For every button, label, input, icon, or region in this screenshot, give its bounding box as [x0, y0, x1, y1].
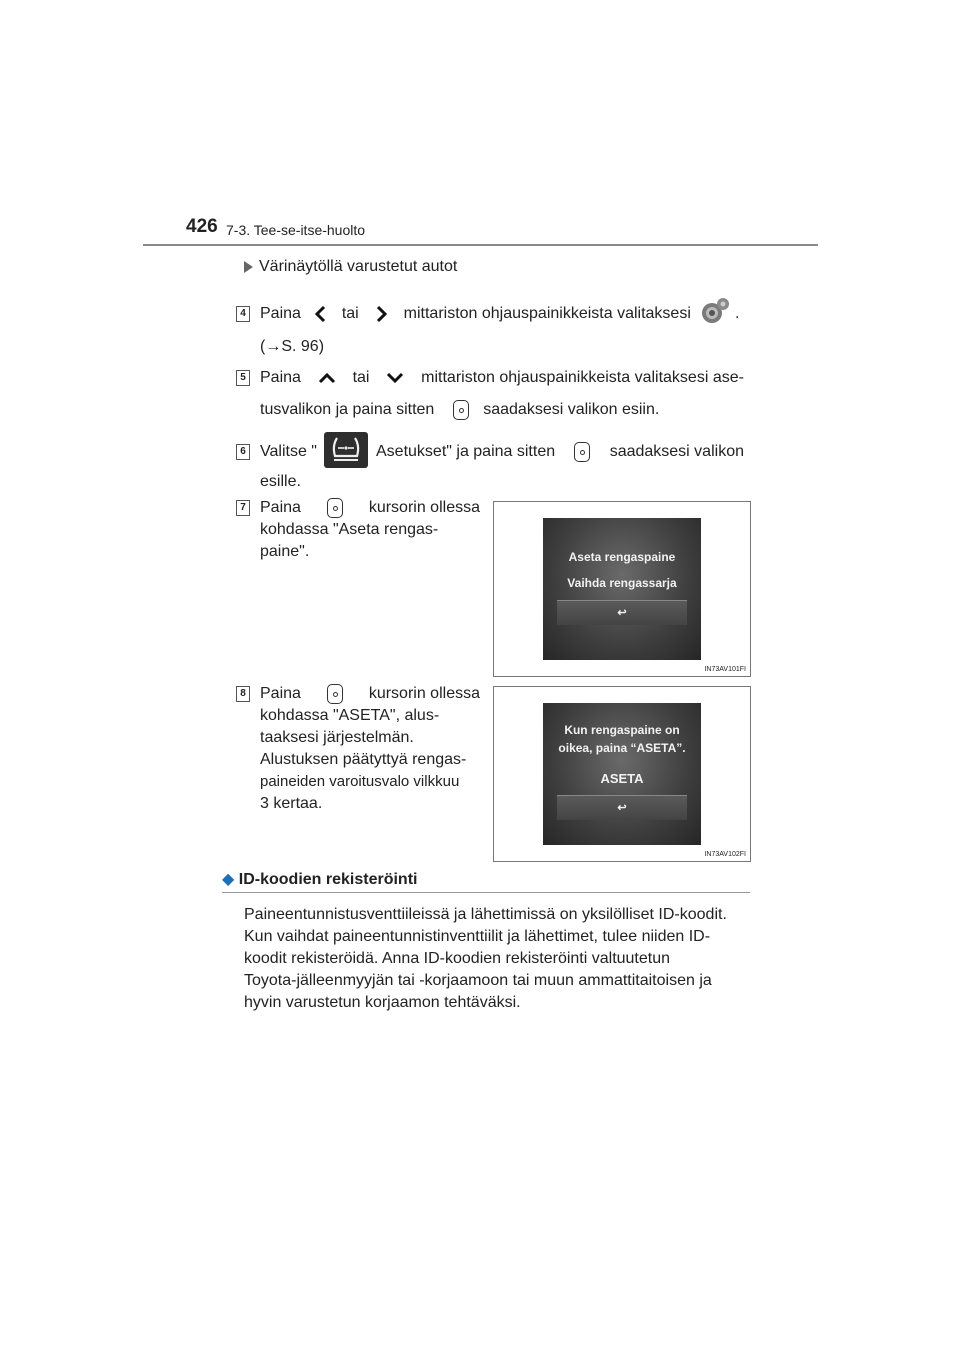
- figure-screen-1: [493, 501, 751, 677]
- step-7-line-2: kohdassa "Aseta rengas-: [260, 521, 439, 538]
- step-number-5: 5: [236, 370, 250, 386]
- ok-button-icon: [327, 684, 343, 704]
- step-8-line-1: Paina kursorin ollessa: [260, 685, 480, 702]
- step-4-period: .: [735, 305, 740, 322]
- settings-gear-icon: [698, 296, 732, 331]
- id-para-line-5: hyvin varustetun korjaamon tehtäväksi.: [244, 994, 521, 1011]
- step-8-line-3: taaksesi järjestelmän.: [260, 729, 414, 746]
- step-5-line-1: Paina tai mittariston ohjauspainikkeista valitaksesi ase-: [260, 369, 744, 386]
- id-para-line-2: Kun vaihdat paineentunnistinventtiilit ja lähettimet, tulee niiden ID-: [244, 928, 711, 945]
- subhead: Värinäytöllä varustetut autot: [244, 256, 457, 278]
- step-8-line-5: paineiden varoitusvalo vilkkuu: [260, 773, 460, 790]
- section-title: 7-3. Tee-se-itse-huolto: [226, 222, 366, 238]
- step-number-6: 6: [236, 444, 250, 460]
- step-8-line-2: kohdassa "ASETA", alus-: [260, 707, 440, 724]
- id-section-rule: [222, 892, 750, 893]
- back-bar: [557, 795, 687, 820]
- chevron-left-icon: [313, 305, 329, 323]
- step-7-line-3: paine".: [260, 543, 310, 560]
- back-icon: ↩: [617, 607, 627, 619]
- message-line-2: oikea, paina “ASETA”.: [558, 741, 686, 755]
- message-line-1: Kun rengaspaine on: [564, 723, 680, 737]
- step-4-line-1: Paina tai mittariston ohjauspainikkeista valitaksesi: [260, 305, 691, 322]
- back-icon: ↩: [617, 802, 627, 814]
- step-5-line-2: tusvalikon ja paina sitten saadaksesi valikon esiin.: [260, 401, 660, 418]
- step-7-line-1: Paina kursorin ollessa: [260, 499, 480, 516]
- step-6-line-1b: Asetukset" ja paina sitten saadaksesi valikon: [376, 443, 744, 460]
- id-para-line-4: Toyota-jälleenmyyjän tai -korjaamoon tai muun ammattitaitoisen ja: [244, 972, 712, 989]
- step-8-line-6: 3 kertaa.: [260, 795, 323, 812]
- step-number-4: 4: [236, 306, 250, 322]
- set-option: ASETA: [600, 771, 644, 786]
- display-screen-1: [543, 518, 701, 660]
- id-section-title: ID-koodien rekisteröinti: [238, 871, 418, 888]
- back-bar: [557, 600, 687, 625]
- step-4-reference: (→S. 96): [260, 338, 325, 355]
- step-6-line-2: esille.: [260, 473, 301, 490]
- step-8-line-4: Alustuksen päätyttyä rengas-: [260, 751, 467, 768]
- ok-button-icon: [453, 400, 469, 420]
- figure-code-2: IN73AV102FI: [704, 851, 746, 858]
- step-6-line-1a: Valitse ": [260, 443, 317, 460]
- page-number: 426: [186, 216, 218, 237]
- triangle-bullet-icon: [244, 261, 253, 273]
- display-screen-2: [543, 703, 701, 845]
- figure-code-1: IN73AV101FI: [704, 666, 746, 673]
- id-section-heading: [222, 869, 417, 889]
- header-rule: [143, 244, 818, 246]
- tire-pressure-icon: [324, 432, 368, 468]
- figure-screen-2: [493, 686, 751, 862]
- id-para-line-3: koodit rekisteröidä. Anna ID-koodien rekisteröinti valtuutetun: [244, 950, 671, 967]
- menu-item-set-tire-pressure: Aseta rengaspaine: [568, 550, 676, 564]
- ok-button-icon: [574, 442, 590, 462]
- chevron-right-icon: [373, 305, 389, 323]
- diamond-bullet-icon: ◆: [222, 871, 235, 888]
- menu-item-change-tire-set: Vaihda rengassarja: [567, 576, 677, 590]
- id-para-line-1: Paineentunnistusventtiileissä ja lähettimissä on yksilölliset ID-koodit.: [244, 906, 727, 923]
- chevron-up-icon: [318, 371, 336, 385]
- step-number-7: 7: [236, 500, 250, 516]
- chevron-down-icon: [386, 371, 404, 385]
- step-number-8: 8: [236, 686, 250, 702]
- ok-button-icon: [327, 498, 343, 518]
